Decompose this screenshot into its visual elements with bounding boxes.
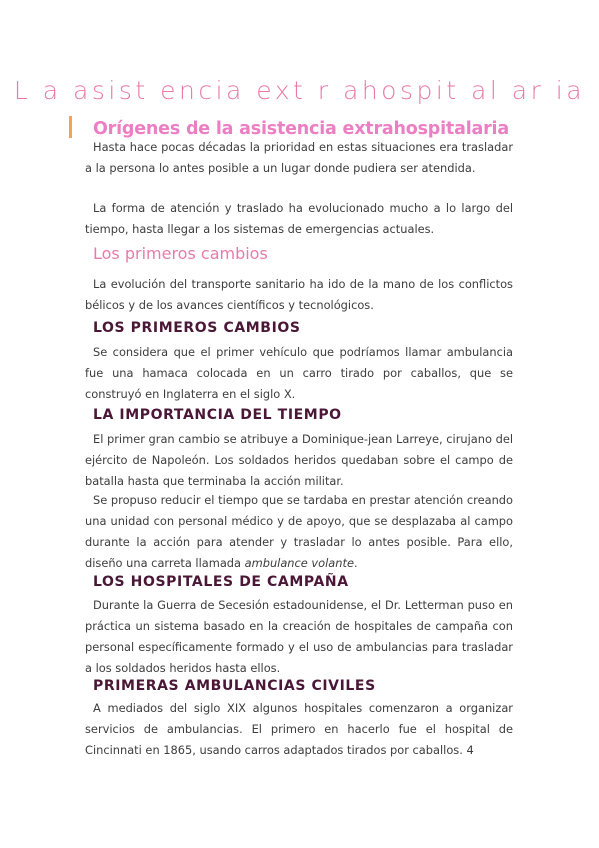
ambulance-volante-term: ambulance volante <box>244 556 354 570</box>
heading-ambulancias-civiles: PRIMERAS AMBULANCIAS CIVILES <box>93 678 376 694</box>
paragraph-primeros-cambios: La evolución del transporte sanitario ha ido de la mano de los conflictos bélicos y de los avances científicos y tecnológicos. <box>85 277 513 312</box>
heading-origenes: Orígenes de la asistencia extrahospitalaria <box>93 119 509 139</box>
accent-bar <box>69 116 72 138</box>
paragraph-primer-vehiculo: Se considera que el primer vehículo que podríamos llamar ambulancia fue una hamaca colocada en un carro tirado por caballos, que se construyó en Inglaterra en el siglo X. <box>85 345 513 401</box>
paragraph-cincinnati: A mediados del siglo XIX algunos hospitales comenzaron a organizar servicios de ambulancias. El primero en hacerlo fue el hospital de Cincinnati en 1865, usando carros adaptados tirados por caballos. 4 <box>85 701 513 757</box>
paragraph-larreye: El primer gran cambio se atribuye a Dominique-jean Larreye, cirujano del ejército de Napoleón. Los soldados heridos quedaban sobre el campo de batalla hasta que terminaba la acción militar. <box>85 432 513 488</box>
heading-hospitales-campana: LOS HOSPITALES DE CAMPAÑA <box>93 574 349 590</box>
paragraph-ambulance-volante-end: . <box>353 556 358 570</box>
heading-primeros-cambios: Los primeros cambios <box>93 244 268 263</box>
paragraph-ambulance-volante-text: Se propuso reducir el tiempo que se tardaba en prestar atención creando una unidad con personal médico y de apoyo, que se desplazaba al campo durante la acción para atender y trasladar lo antes posible. Para ello, diseño una carreta llamada <box>85 493 513 570</box>
page-title: L a asist encia ext r ahospit al ar ia <box>13 76 586 105</box>
paragraph-ambulance-volante <box>85 490 513 574</box>
heading-primeros-cambios-caps: LOS PRIMEROS CAMBIOS <box>93 320 301 336</box>
heading-importancia-tiempo: LA IMPORTANCIA DEL TIEMPO <box>93 407 342 423</box>
paragraph-origenes-1: Hasta hace pocas décadas la prioridad en estas situaciones era trasladar a la persona lo antes posible a un lugar donde pudiera ser atendida. <box>85 140 513 175</box>
paragraph-letterman: Durante la Guerra de Secesión estadounidense, el Dr. Letterman puso en práctica un sistema basado en la creación de hospitales de campaña con personal específicamente formado y el uso de ambulancias para trasladar a los soldados heridos hasta ellos. <box>85 598 513 675</box>
paragraph-origenes-2: La forma de atención y traslado ha evolucionado mucho a lo largo del tiempo, hasta llegar a los sistemas de emergencias actuales. <box>85 201 513 236</box>
